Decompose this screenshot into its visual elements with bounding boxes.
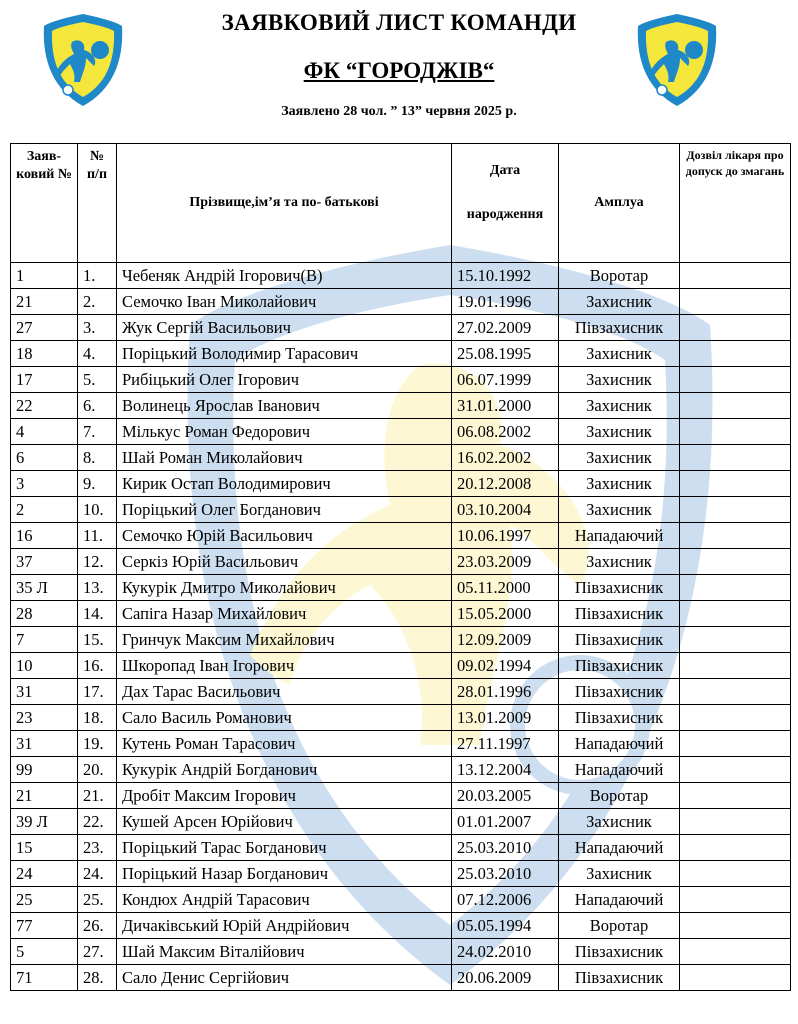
table-row — [11, 575, 791, 601]
cell-position: Захисник — [559, 419, 680, 445]
table-row — [11, 549, 791, 575]
cell-date-of-birth: 20.03.2005 — [452, 783, 559, 809]
cell-date-of-birth: 06.07.1999 — [452, 367, 559, 393]
table-row — [11, 705, 791, 731]
cell-full-name: Кукурік Андрій Богданович — [117, 757, 452, 783]
cell-position: Захисник — [559, 393, 680, 419]
team-name-text: ФК “ГОРОДЖІВ“ — [303, 58, 495, 83]
cell-declared-number: 16 — [11, 523, 78, 549]
cell-full-name: Шай Максим Віталійович — [117, 939, 452, 965]
cell-sequence-number: 11. — [78, 523, 117, 549]
cell-declared-number: 31 — [11, 731, 78, 757]
cell-declared-number: 25 — [11, 887, 78, 913]
cell-declared-number: 6 — [11, 445, 78, 471]
cell-sequence-number: 17. — [78, 679, 117, 705]
cell-doctor-permission — [680, 913, 791, 939]
cell-sequence-number: 27. — [78, 939, 117, 965]
cell-sequence-number: 26. — [78, 913, 117, 939]
cell-declared-number: 23 — [11, 705, 78, 731]
cell-sequence-number: 5. — [78, 367, 117, 393]
cell-date-of-birth: 03.10.2004 — [452, 497, 559, 523]
cell-sequence-number: 24. — [78, 861, 117, 887]
cell-sequence-number: 19. — [78, 731, 117, 757]
cell-declared-number: 4 — [11, 419, 78, 445]
roster-body — [11, 263, 791, 991]
cell-position: Нападаючий — [559, 731, 680, 757]
cell-date-of-birth: 28.01.1996 — [452, 679, 559, 705]
cell-sequence-number: 14. — [78, 601, 117, 627]
cell-sequence-number: 13. — [78, 575, 117, 601]
cell-doctor-permission — [680, 523, 791, 549]
cell-date-of-birth: 16.02.2002 — [452, 445, 559, 471]
cell-declared-number: 21 — [11, 783, 78, 809]
table-row — [11, 367, 791, 393]
cell-doctor-permission — [680, 809, 791, 835]
table-row — [11, 809, 791, 835]
header-dob-line2: народження — [466, 207, 544, 223]
cell-doctor-permission — [680, 757, 791, 783]
cell-date-of-birth: 05.11.2000 — [452, 575, 559, 601]
cell-date-of-birth: 05.05.1994 — [452, 913, 559, 939]
table-row — [11, 783, 791, 809]
table-row — [11, 653, 791, 679]
cell-position: Нападаючий — [559, 523, 680, 549]
cell-position: Захисник — [559, 445, 680, 471]
cell-sequence-number: 20. — [78, 757, 117, 783]
cell-sequence-number: 23. — [78, 835, 117, 861]
cell-doctor-permission — [680, 887, 791, 913]
cell-declared-number: 71 — [11, 965, 78, 991]
cell-declared-number: 37 — [11, 549, 78, 575]
cell-position: Півзахисник — [559, 705, 680, 731]
cell-date-of-birth: 27.11.1997 — [452, 731, 559, 757]
table-row — [11, 263, 791, 289]
cell-sequence-number: 10. — [78, 497, 117, 523]
cell-full-name: Чебеняк Андрій Ігорович(В) — [117, 263, 452, 289]
cell-doctor-permission — [680, 445, 791, 471]
cell-date-of-birth: 23.03.2009 — [452, 549, 559, 575]
cell-declared-number: 1 — [11, 263, 78, 289]
cell-full-name: Кукурік Дмитро Миколайович — [117, 575, 452, 601]
cell-declared-number: 18 — [11, 341, 78, 367]
cell-full-name: Сало Василь Романович — [117, 705, 452, 731]
cell-date-of-birth: 13.12.2004 — [452, 757, 559, 783]
cell-doctor-permission — [680, 263, 791, 289]
cell-full-name: Дах Тарас Васильович — [117, 679, 452, 705]
cell-doctor-permission — [680, 731, 791, 757]
cell-sequence-number: 22. — [78, 809, 117, 835]
cell-full-name: Кондюх Андрій Тарасович — [117, 887, 452, 913]
cell-declared-number: 2 — [11, 497, 78, 523]
cell-declared-number: 28 — [11, 601, 78, 627]
cell-position: Воротар — [559, 783, 680, 809]
cell-full-name: Шай Роман Миколайович — [117, 445, 452, 471]
table-row — [11, 835, 791, 861]
cell-declared-number: 99 — [11, 757, 78, 783]
table-row — [11, 757, 791, 783]
cell-full-name: Сало Денис Сергійович — [117, 965, 452, 991]
cell-doctor-permission — [680, 419, 791, 445]
table-row — [11, 601, 791, 627]
cell-position: Захисник — [559, 809, 680, 835]
cell-doctor-permission — [680, 705, 791, 731]
table-header-row — [11, 144, 791, 263]
cell-declared-number: 77 — [11, 913, 78, 939]
cell-full-name: Серкіз Юрій Васильович — [117, 549, 452, 575]
cell-declared-number: 22 — [11, 393, 78, 419]
cell-doctor-permission — [680, 575, 791, 601]
cell-sequence-number: 16. — [78, 653, 117, 679]
cell-position: Захисник — [559, 497, 680, 523]
header-full-name: Прізвище,ім’я та по- батькові — [117, 144, 452, 263]
cell-position: Захисник — [559, 471, 680, 497]
cell-declared-number: 10 — [11, 653, 78, 679]
cell-date-of-birth: 24.02.2010 — [452, 939, 559, 965]
cell-doctor-permission — [680, 939, 791, 965]
team-name — [0, 58, 798, 84]
cell-full-name: Поріцький Володимир Тарасович — [117, 341, 452, 367]
cell-full-name: Рибіцький Олег Ігорович — [117, 367, 452, 393]
cell-declared-number: 15 — [11, 835, 78, 861]
cell-doctor-permission — [680, 965, 791, 991]
cell-full-name: Кутень Роман Тарасович — [117, 731, 452, 757]
cell-doctor-permission — [680, 315, 791, 341]
cell-declared-number: 24 — [11, 861, 78, 887]
cell-declared-number: 31 — [11, 679, 78, 705]
cell-doctor-permission — [680, 549, 791, 575]
header-date-of-birth — [452, 144, 559, 263]
cell-date-of-birth: 15.10.1992 — [452, 263, 559, 289]
cell-full-name: Шкоропад Іван Ігорович — [117, 653, 452, 679]
cell-full-name: Семочко Іван Миколайович — [117, 289, 452, 315]
cell-sequence-number: 9. — [78, 471, 117, 497]
cell-doctor-permission — [680, 367, 791, 393]
cell-doctor-permission — [680, 497, 791, 523]
cell-full-name: Кушей Арсен Юрійович — [117, 809, 452, 835]
table-row — [11, 965, 791, 991]
table-row — [11, 497, 791, 523]
table-row — [11, 445, 791, 471]
cell-date-of-birth: 25.03.2010 — [452, 835, 559, 861]
cell-position: Захисник — [559, 367, 680, 393]
cell-sequence-number: 21. — [78, 783, 117, 809]
cell-position: Нападаючий — [559, 835, 680, 861]
cell-declared-number: 35 Л — [11, 575, 78, 601]
declared-line: Заявлено 28 чол. ” 13” червня 2025 р. — [281, 104, 517, 119]
cell-full-name: Поріцький Тарас Богданович — [117, 835, 452, 861]
cell-declared-number: 27 — [11, 315, 78, 341]
cell-position: Півзахисник — [559, 939, 680, 965]
cell-date-of-birth: 15.05.2000 — [452, 601, 559, 627]
cell-sequence-number: 25. — [78, 887, 117, 913]
cell-doctor-permission — [680, 679, 791, 705]
cell-declared-number: 17 — [11, 367, 78, 393]
cell-date-of-birth: 12.09.2009 — [452, 627, 559, 653]
cell-full-name: Поріцький Олег Богданович — [117, 497, 452, 523]
cell-declared-number: 3 — [11, 471, 78, 497]
table-row — [11, 289, 791, 315]
cell-position: Півзахисник — [559, 679, 680, 705]
cell-date-of-birth: 06.08.2002 — [452, 419, 559, 445]
cell-date-of-birth: 09.02.1994 — [452, 653, 559, 679]
cell-declared-number: 5 — [11, 939, 78, 965]
cell-sequence-number: 18. — [78, 705, 117, 731]
cell-position: Воротар — [559, 913, 680, 939]
header-sequence-number: № п/п — [78, 144, 117, 263]
cell-sequence-number: 6. — [78, 393, 117, 419]
table-row — [11, 939, 791, 965]
table-row — [11, 627, 791, 653]
cell-doctor-permission — [680, 393, 791, 419]
cell-doctor-permission — [680, 341, 791, 367]
cell-date-of-birth: 20.12.2008 — [452, 471, 559, 497]
table-row — [11, 913, 791, 939]
cell-date-of-birth: 01.01.2007 — [452, 809, 559, 835]
cell-full-name: Дичаківський Юрій Андрійович — [117, 913, 452, 939]
cell-position: Воротар — [559, 263, 680, 289]
cell-doctor-permission — [680, 627, 791, 653]
cell-sequence-number: 2. — [78, 289, 117, 315]
cell-declared-number: 39 Л — [11, 809, 78, 835]
cell-sequence-number: 4. — [78, 341, 117, 367]
roster-table — [10, 143, 791, 991]
cell-position: Півзахисник — [559, 965, 680, 991]
cell-date-of-birth: 10.06.1997 — [452, 523, 559, 549]
cell-sequence-number: 7. — [78, 419, 117, 445]
cell-declared-number: 7 — [11, 627, 78, 653]
cell-full-name: Гринчук Максим Михайлович — [117, 627, 452, 653]
cell-sequence-number: 12. — [78, 549, 117, 575]
cell-date-of-birth: 07.12.2006 — [452, 887, 559, 913]
cell-position: Захисник — [559, 861, 680, 887]
cell-date-of-birth: 25.08.1995 — [452, 341, 559, 367]
cell-date-of-birth: 13.01.2009 — [452, 705, 559, 731]
cell-position: Захисник — [559, 289, 680, 315]
cell-position: Півзахисник — [559, 601, 680, 627]
cell-full-name: Сапіга Назар Михайлович — [117, 601, 452, 627]
table-row — [11, 419, 791, 445]
cell-doctor-permission — [680, 601, 791, 627]
header-doctor-permission: Дозвіл лікаря про допуск до змагань — [680, 144, 791, 263]
cell-full-name: Кирик Остап Володимирович — [117, 471, 452, 497]
cell-doctor-permission — [680, 861, 791, 887]
cell-position: Півзахисник — [559, 575, 680, 601]
cell-doctor-permission — [680, 289, 791, 315]
cell-position: Півзахисник — [559, 315, 680, 341]
table-row — [11, 861, 791, 887]
cell-doctor-permission — [680, 471, 791, 497]
cell-sequence-number: 1. — [78, 263, 117, 289]
cell-sequence-number: 8. — [78, 445, 117, 471]
cell-full-name: Мількус Роман Федорович — [117, 419, 452, 445]
cell-declared-number: 21 — [11, 289, 78, 315]
cell-doctor-permission — [680, 835, 791, 861]
cell-full-name: Волинець Ярослав Іванович — [117, 393, 452, 419]
document-title: ЗАЯВКОВИЙ ЛИСТ КОМАНДИ — [221, 10, 577, 35]
cell-full-name: Жук Сергій Васильович — [117, 315, 452, 341]
cell-position: Півзахисник — [559, 627, 680, 653]
cell-position: Захисник — [559, 549, 680, 575]
table-row — [11, 471, 791, 497]
cell-position: Нападаючий — [559, 757, 680, 783]
cell-position: Нападаючий — [559, 887, 680, 913]
table-row — [11, 315, 791, 341]
cell-sequence-number: 28. — [78, 965, 117, 991]
cell-date-of-birth: 27.02.2009 — [452, 315, 559, 341]
cell-date-of-birth: 20.06.2009 — [452, 965, 559, 991]
header-declared-number: Заяв-ковий № — [11, 144, 78, 263]
table-row — [11, 679, 791, 705]
cell-date-of-birth: 25.03.2010 — [452, 861, 559, 887]
table-row — [11, 393, 791, 419]
cell-position: Захисник — [559, 341, 680, 367]
cell-full-name: Семочко Юрій Васильович — [117, 523, 452, 549]
cell-date-of-birth: 19.01.1996 — [452, 289, 559, 315]
cell-doctor-permission — [680, 653, 791, 679]
cell-full-name: Дробіт Максим Ігорович — [117, 783, 452, 809]
header-position: Амплуа — [559, 144, 680, 263]
cell-sequence-number: 15. — [78, 627, 117, 653]
cell-sequence-number: 3. — [78, 315, 117, 341]
table-row — [11, 731, 791, 757]
table-row — [11, 341, 791, 367]
cell-position: Півзахисник — [559, 653, 680, 679]
table-row — [11, 523, 791, 549]
cell-full-name: Поріцький Назар Богданович — [117, 861, 452, 887]
table-row — [11, 887, 791, 913]
header-dob-line1: Дата — [489, 163, 521, 178]
cell-date-of-birth: 31.01.2000 — [452, 393, 559, 419]
cell-doctor-permission — [680, 783, 791, 809]
